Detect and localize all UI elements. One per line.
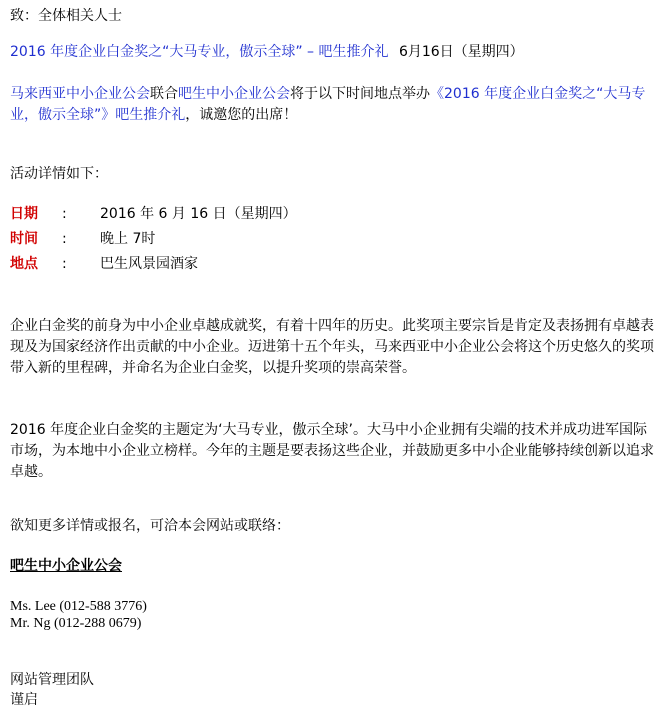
time-label: 时间 xyxy=(10,231,38,247)
org-klang-sme: 吧生中小企业公会 xyxy=(178,86,290,102)
history-paragraph: 企业白金奖的前身为中小企业卓越成就奖，有着十四年的历史。此奖项主要宗旨是肯定及表扬拥有卓越表现及为国家经济作出贡献的中小企业。迈进第十五个年头，马来西亚中小企业公会将这个历史悠久的奖项带入新的里程碑，并命名为企业白金奖，以提升奖项的崇高荣誉。 xyxy=(10,318,654,376)
contact-lee: Ms. Lee (012-588 3776) xyxy=(10,599,147,614)
organizer-name: 吧生中小企业公会 xyxy=(10,558,122,574)
org-sme-malaysia: 马来西亚中小企业公会 xyxy=(10,86,150,102)
greeting: 致：全体相关人士 xyxy=(10,8,122,24)
theme-paragraph: 2016 年度企业白金奖的主题定为‘大马专业，傲示全球’。大马中小企业拥有尖端的技术并成功进军国际市场，为本地中小企业立榜样。今年的主题是要表扬这些企业，并鼓励更多中小企业能够持续创新以追求卓越。 xyxy=(10,422,654,480)
detail-row-time xyxy=(10,229,155,250)
contact-ng: Mr. Ng (012-288 0679) xyxy=(10,616,142,631)
event-title-line xyxy=(10,42,524,63)
signoff-closing: 谨启 xyxy=(10,692,38,708)
detail-row-date xyxy=(10,204,297,225)
intro-invite: ，诚邀您的出席！ xyxy=(185,107,298,123)
intro-connector: 联合 xyxy=(150,86,178,102)
detail-row-venue xyxy=(10,254,198,275)
event-title: 2016 年度企业白金奖之“大马专业，傲示全球” – 吧生推介礼 xyxy=(10,44,389,60)
details-heading: 活动详情如下： xyxy=(10,166,108,182)
date-label: 日期 xyxy=(10,206,38,222)
time-separator: : xyxy=(62,231,67,247)
date-value: 2016 年 6 月 16 日（星期四） xyxy=(100,206,297,222)
intro-event-name: 《2016 年度企业白金奖之“大马专业，傲示全球”》吧生推介礼 xyxy=(10,86,646,123)
signoff-team: 网站管理团队 xyxy=(10,672,94,688)
time-value: 晚上 7时 xyxy=(100,231,156,247)
venue-value: 巴生风景园酒家 xyxy=(100,256,198,272)
event-date: 6月16日（星期四） xyxy=(398,44,524,60)
venue-label: 地点 xyxy=(10,256,38,272)
intro-paragraph xyxy=(10,84,660,126)
date-separator: : xyxy=(62,206,67,222)
venue-separator: : xyxy=(62,256,67,272)
intro-text: 将于以下时间地点举办 xyxy=(290,86,430,102)
contact-intro: 欲知更多详情或报名，可洽本会网站或联络： xyxy=(10,518,290,534)
